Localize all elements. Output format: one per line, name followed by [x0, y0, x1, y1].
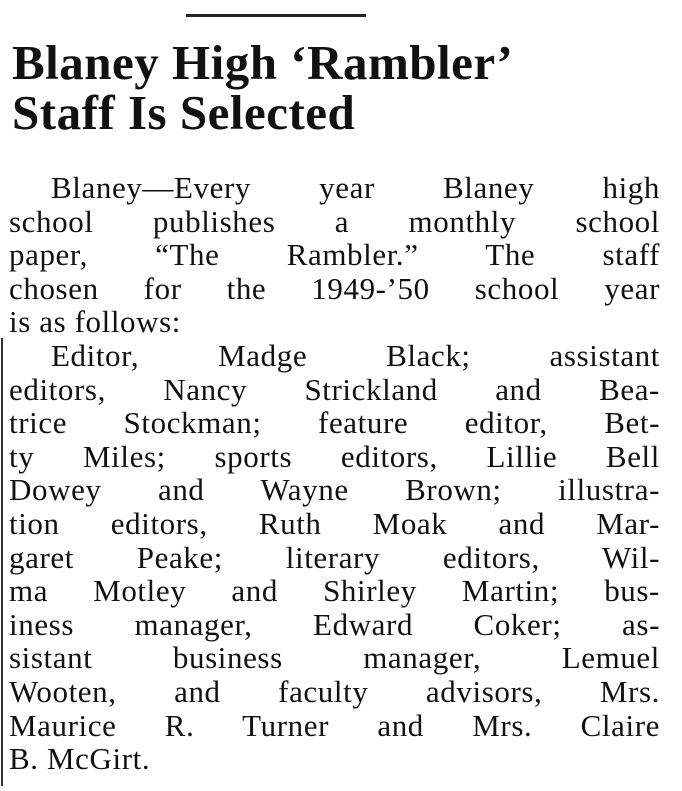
paragraph-line: school publishes a monthly school	[9, 203, 660, 239]
paragraph-line: Maurice R. Turner and Mrs. Claire	[9, 707, 660, 743]
paragraph-line: ty Miles; sports editors, Lillie Bell	[9, 438, 660, 474]
headline-line: Blaney High ‘Rambler’	[12, 35, 514, 90]
paragraph-line: sistant business manager, Lemuel	[9, 640, 660, 676]
headline	[12, 35, 672, 140]
paragraph-line: garet Peake; literary editors, Wil-	[9, 539, 660, 575]
paragraph-line: Wooten, and faculty advisors, Mrs.	[9, 673, 660, 709]
paragraph-line: trice Stockman; feature editor, Bet-	[9, 405, 660, 441]
paragraph-line: iness manager, Edward Coker; as-	[9, 606, 660, 642]
paragraph-line: tion editors, Ruth Moak and Mar-	[9, 505, 660, 541]
paragraph-line: Blaney—Every year Blaney high	[51, 170, 660, 205]
headline-line: Staff Is Selected	[12, 85, 356, 140]
paragraph-line: chosen for the 1949-’50 school year	[9, 270, 660, 306]
paragraph-line: Editor, Madge Black; assistant	[51, 337, 660, 373]
paragraph-line: Dowey and Wayne Brown; illustra-	[9, 472, 660, 508]
paragraph-line: ma Motley and Shirley Martin; bus-	[9, 573, 660, 609]
paragraph-line: paper, “The Rambler.” The staff	[9, 237, 660, 273]
paragraph-line: is as follows:	[9, 304, 182, 340]
paragraph-line: editors, Nancy Strickland and Bea-	[9, 371, 660, 407]
column-rule	[1, 338, 3, 786]
paragraph-line: B. McGirt.	[9, 741, 151, 777]
article-body	[9, 171, 660, 776]
top-divider-rule	[186, 14, 366, 17]
